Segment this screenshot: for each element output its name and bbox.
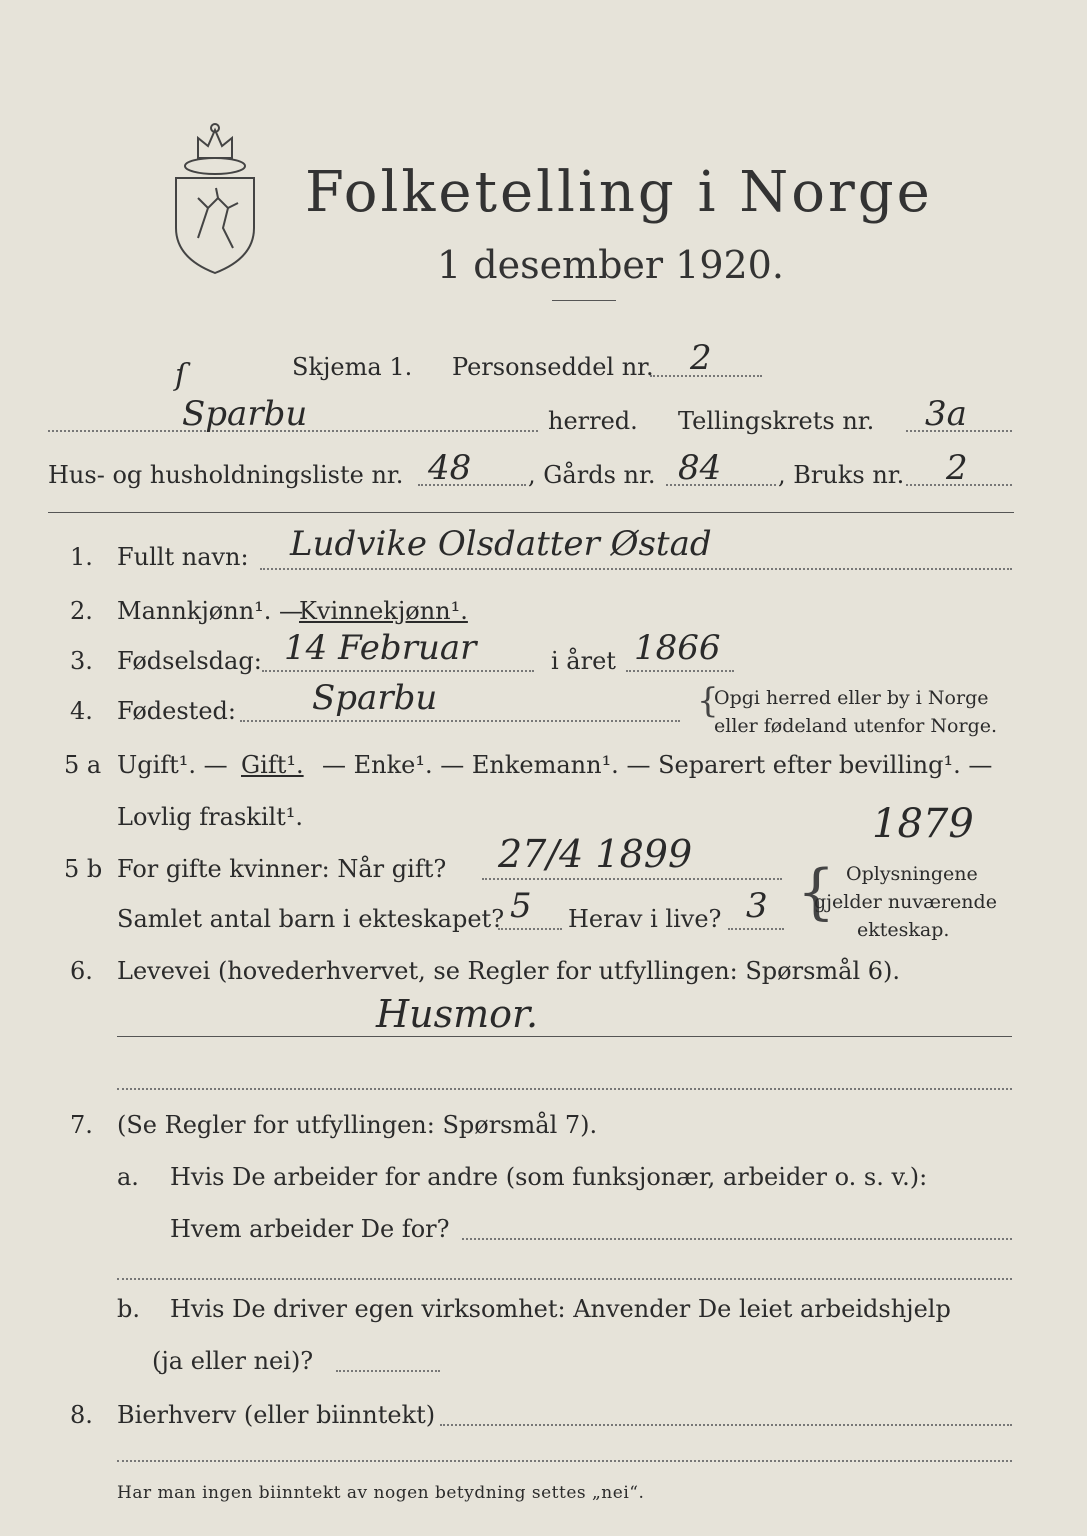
q1-label: Fullt navn:	[117, 543, 249, 571]
tellingskrets-label: Tellingskrets nr.	[678, 407, 875, 435]
q6-label: Levevei (hovederhvervet, se Regler for utfyllingen: Spørsmål 6).	[117, 957, 901, 985]
q2-male: Mannkjønn¹. —	[117, 597, 304, 625]
census-form: Folketelling i Norge 1 desember 1920. ſ Skjema 1. Personseddel nr. 2 Sparbu herred. Tellingskrets nr. 3a Hus- og husholdningsliste nr. 48 , Gårds nr. 84 , Bruks nr. 2 1. Fullt navn: Ludvike Olsdatter Østad 2. Mannkjønn¹. — Kvinnekjønn¹. 3. Fødselsdag: 14 Februar i året 1866 4. Fødested: Sparbu { Opgi herred eller by i Norge eller fødeland utenfor Norge. 5 a Ugift¹. — Gift¹. — Enke¹. — Enkemann¹. — Separert efter bevilling¹. — Lovlig fraskilt¹. 1879 5 b For gifte kvinner: Når gift? 27/4 1899 Samlet antal barn i ekteskapet? 5 Herav i live? 3 { Oplysningene gjelder nuværende ekteskap. 6. Levevei (hovederhvervet, se Regler for utfyllingen: Spørsmål 6). Husmor. 7. (Se Regler for utfyllingen: Spørsmål 7). a. Hvis De arbeider for andre (som funksjonær, arbeider o. s. v.): Hvem arbeider De for? b. Hvis De driver egen virksomhet: Anvender De leiet arbeidshjelp (ja eller nei)? 8. Bierhverv (eller biinntekt) Har man ingen biinntekt av nogen betydning settes „nei“.	[0, 0, 1087, 1536]
q1-number: 1.	[70, 543, 93, 571]
q4-note-1: Opgi herred eller by i Norge	[714, 687, 989, 709]
q5a-number: 5 a	[64, 751, 102, 779]
q3-label: Fødselsdag:	[117, 647, 262, 675]
q5a-gift-underlined: Gift¹.	[241, 751, 304, 779]
q5a-ugift: Ugift¹. —	[117, 751, 228, 779]
q4-label: Fødested:	[117, 697, 236, 725]
q3-number: 3.	[70, 647, 93, 675]
q5b-label: For gifte kvinner: Når gift?	[117, 855, 447, 883]
coat-of-arms-icon	[168, 118, 263, 278]
q5b-number: 5 b	[64, 855, 103, 883]
q5b-note-2: gjelder nuværende	[814, 891, 997, 913]
census-date: 1 desember 1920.	[437, 243, 784, 287]
q6-number: 6.	[70, 957, 93, 985]
q7b-number: b.	[117, 1295, 140, 1323]
bruks-label: , Bruks nr.	[778, 461, 905, 489]
q2-number: 2.	[70, 597, 93, 625]
q2-female-underlined: Kvinnekjønn¹.	[299, 597, 468, 625]
form-title: Folketelling i Norge	[305, 160, 933, 225]
q6-occupation: Husmor.	[376, 992, 539, 1036]
q7b-text2: (ja eller nei)?	[152, 1347, 314, 1375]
q5b-extra-year: 1879	[872, 801, 974, 847]
q5b-ilive-value: 3	[746, 886, 768, 926]
q5b-note-1: Oplysningene	[846, 863, 978, 885]
q5a-rest: — Enke¹. — Enkemann¹. — Separert efter bevilling¹. —	[322, 751, 993, 779]
gards-label: , Gårds nr.	[528, 461, 656, 489]
q4-number: 4.	[70, 697, 93, 725]
title-divider	[552, 300, 616, 301]
q5a-fraskilt: Lovlig fraskilt¹.	[117, 803, 304, 831]
q7-label: (Se Regler for utfyllingen: Spørsmål 7).	[117, 1111, 598, 1139]
q8-label: Bierhverv (eller biinntekt)	[117, 1401, 436, 1429]
q5b-married-date: 27/4 1899	[498, 832, 693, 876]
gards-value: 84	[678, 448, 722, 488]
personseddel-value: 2	[690, 338, 712, 378]
q3-birthday: 14 Februar	[284, 628, 477, 668]
q5b-ilive-label: Herav i live?	[568, 905, 722, 933]
skjema-label: Skjema 1.	[292, 353, 413, 381]
footer-note: Har man ingen biinntekt av nogen betydning settes „nei“.	[117, 1483, 645, 1503]
q3-year: 1866	[634, 628, 721, 668]
tellingskrets-value: 3a	[925, 394, 967, 434]
hus-label: Hus- og husholdningsliste nr.	[48, 461, 404, 489]
q8-number: 8.	[70, 1401, 93, 1429]
q5b-barn-label: Samlet antal barn i ekteskapet?	[117, 905, 505, 933]
q4-birthplace: Sparbu	[312, 678, 438, 718]
q7a-number: a.	[117, 1163, 139, 1191]
personseddel-label: Personseddel nr.	[452, 353, 654, 381]
q4-note-2: eller fødeland utenfor Norge.	[714, 715, 998, 737]
q5b-note-3: ekteskap.	[857, 919, 950, 941]
q7b-text: Hvis De driver egen virksomhet: Anvender De leiet arbeidshjelp	[170, 1295, 951, 1323]
q5b-barn-value: 5	[510, 886, 532, 926]
q7a-text: Hvis De arbeider for andre (som funksjonær, arbeider o. s. v.):	[170, 1163, 928, 1191]
q1-full-name: Ludvike Olsdatter Østad	[290, 524, 712, 564]
herred-value: Sparbu	[182, 394, 308, 434]
hus-value: 48	[428, 448, 472, 488]
q3-year-label: i året	[551, 647, 616, 675]
q7a-text2: Hvem arbeider De for?	[170, 1215, 450, 1243]
q7-number: 7.	[70, 1111, 93, 1139]
bruks-value: 2	[946, 448, 968, 488]
section-divider	[48, 512, 1014, 513]
herred-label: herred.	[548, 407, 638, 435]
handwritten-mark: ſ	[175, 358, 187, 393]
